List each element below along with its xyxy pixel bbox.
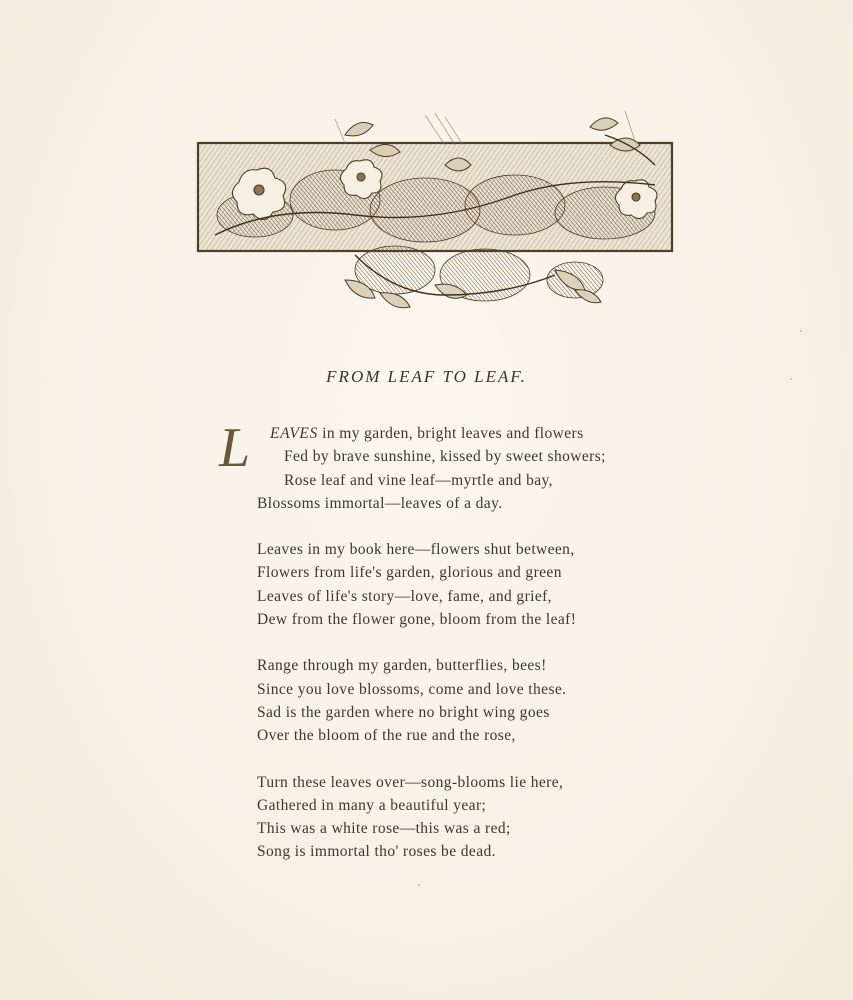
poem-line: Flowers from life's garden, glorious and green — [257, 564, 562, 582]
rose-engraving-vignette-icon — [195, 105, 675, 320]
poem-line: This was a white rose—this was a red; — [257, 820, 511, 838]
poem-line: Rose leaf and vine leaf—myrtle and bay, — [284, 471, 553, 489]
poem-stanza-2 — [257, 538, 697, 631]
poem-line: Dew from the flower gone, bloom from the leaf! — [257, 611, 577, 629]
poem-title: FROM LEAF TO LEAF. — [326, 367, 527, 386]
paper-speck — [790, 378, 792, 380]
poem-line: EAVES in my garden, bright leaves and flowers — [270, 425, 584, 442]
paper-speck — [800, 330, 802, 332]
poem-line: Range through my garden, butterflies, bees! — [257, 657, 547, 675]
poem-line: Turn these leaves over—song-blooms lie here, — [257, 773, 564, 791]
poem-stanza-1 — [219, 417, 697, 515]
poem-line: Leaves of life's story—love, fame, and grief, — [257, 587, 552, 605]
poem-line: Over the bloom of the rue and the rose, — [257, 727, 516, 745]
poem-stanza-3 — [257, 654, 697, 747]
poem-line: Song is immortal tho' roses be dead. — [257, 843, 496, 861]
wild-rose-engraving-icon — [195, 105, 675, 320]
poem-line: Gathered in many a beautiful year; — [257, 796, 487, 814]
poem-body — [219, 417, 697, 887]
poem-line: Since you love blossoms, come and love these. — [257, 680, 567, 698]
poem-line: Fed by brave sunshine, kissed by sweet showers; — [284, 448, 606, 466]
poem-line: Blossoms immortal—leaves of a day. — [257, 494, 503, 512]
drop-cap-letter: L — [219, 417, 251, 479]
poem-line: Leaves in my book here—flowers shut between, — [257, 541, 575, 559]
poem-line: Sad is the garden where no bright wing goes — [257, 703, 550, 721]
poem-stanza-4 — [257, 771, 697, 864]
paper-speck — [418, 884, 420, 886]
first-word-caps: EAVES — [270, 425, 318, 442]
